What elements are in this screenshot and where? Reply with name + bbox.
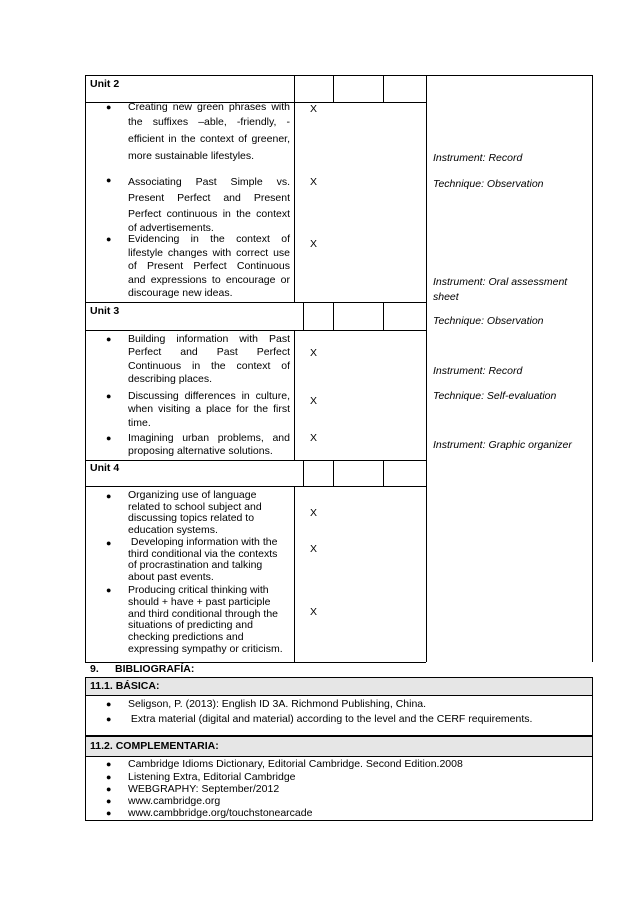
item-line: checking predictions and xyxy=(128,631,244,644)
item-line: expressing sympathy or criticism. xyxy=(128,642,283,655)
bullet-icon: ● xyxy=(106,102,112,112)
bullet-icon: ● xyxy=(106,334,112,344)
heading-number: 9. xyxy=(90,663,99,675)
bullet-icon: ● xyxy=(106,699,112,709)
item-line: education systems. xyxy=(128,523,218,536)
bullet-icon: ● xyxy=(106,433,112,443)
item-line: should + have + past participle xyxy=(128,595,271,608)
item-line: Discussing differences in culture, xyxy=(128,390,290,402)
bullet-icon: ● xyxy=(106,538,112,548)
unit-2-title: Unit 2 xyxy=(90,78,120,90)
item-line: Evidencing in the context of xyxy=(128,233,290,245)
item-line: Continuous in the context of xyxy=(128,359,290,372)
bullet-icon: ● xyxy=(106,772,112,782)
bullet-icon: ● xyxy=(106,391,112,401)
item-line: and expressions to encourage or xyxy=(128,273,290,286)
assessment-instrument: Instrument: Record xyxy=(433,365,523,377)
item-line: time. xyxy=(128,416,151,429)
item-line: Creating new green phrases with xyxy=(128,101,290,113)
bullet-icon: ● xyxy=(106,175,112,185)
mark-x: X xyxy=(310,238,318,250)
bullet-icon: ● xyxy=(106,714,112,724)
mark-x: X xyxy=(310,507,318,519)
item-line: Organizing use of language xyxy=(128,489,257,501)
complementary-item: Cambridge Idioms Dictionary, Editorial Cambridge. Second Edition.2008 xyxy=(128,758,463,770)
item-line: discussing topics related to xyxy=(128,512,255,525)
item-line: Developing information with the xyxy=(128,536,278,548)
item-line: and third conditional through the xyxy=(128,607,279,620)
bullet-icon: ● xyxy=(106,234,112,244)
assessment-instrument: Instrument: Record xyxy=(433,152,523,164)
basic-item: Seligson, P. (2013): English ID 3A. Richmond Publishing, China. xyxy=(128,698,427,710)
basic-item: Extra material (digital and material) according to the level and the CERF requirements. xyxy=(128,713,533,725)
item-line: situations of predicting and xyxy=(128,619,253,632)
mark-x: X xyxy=(310,432,318,444)
item-line: Building information with Past xyxy=(128,333,290,345)
unit-3-title: Unit 3 xyxy=(90,305,120,317)
bullet-icon: ● xyxy=(106,585,112,595)
assessment-technique: Technique: Observation xyxy=(433,178,544,190)
item-line: of procrastination and talking xyxy=(128,559,263,572)
item-line: Perfect continuous in the context xyxy=(128,208,290,220)
basic-title-bg xyxy=(86,678,592,695)
assessment-instrument-cont: sheet xyxy=(433,291,459,303)
mark-x: X xyxy=(310,103,318,115)
item-line: discourage new ideas. xyxy=(128,287,233,300)
item-line: Associating Past Simple vs. xyxy=(128,176,290,188)
item-line: more sustainable lifestyles. xyxy=(128,150,255,163)
item-line: Imagining urban problems, and xyxy=(128,432,290,444)
mark-x: X xyxy=(310,606,318,618)
assessment-instrument: Instrument: Oral assessment xyxy=(433,276,568,288)
bullet-icon: ● xyxy=(106,491,112,501)
unit-4-title: Unit 4 xyxy=(90,462,120,474)
item-line: describing places. xyxy=(128,373,213,386)
assessment-technique: Technique: Self-evaluation xyxy=(433,390,557,402)
item-line: lifestyle changes with correct use xyxy=(128,246,290,259)
item-line: related to school subject and xyxy=(128,500,262,513)
mark-x: X xyxy=(310,543,318,555)
basic-title: 11.1. BÁSICA: xyxy=(90,680,160,692)
bullet-icon: ● xyxy=(106,784,112,794)
mark-x: X xyxy=(310,176,318,188)
complementary-title: 11.2. COMPLEMENTARIA: xyxy=(90,740,219,752)
item-line: Producing critical thinking with xyxy=(128,584,269,596)
item-line: Perfect and Past Perfect xyxy=(128,346,290,359)
item-line: efficient in the context of greener, xyxy=(128,133,290,146)
item-line: about past events. xyxy=(128,570,214,583)
item-line: Present Perfect and Present xyxy=(128,192,290,204)
assessment-instrument: Instrument: Graphic organizer xyxy=(433,439,572,451)
item-line: when visiting a place for the first xyxy=(128,403,290,416)
item-line: of advertisements. xyxy=(128,222,214,234)
complementary-link[interactable]: www.cambbridge.org/touchstonearcade xyxy=(128,807,313,819)
complementary-item: WEBGRAPHY: September/2012 xyxy=(128,783,280,795)
heading-text: BIBLIOGRAFÍA: xyxy=(115,663,195,675)
item-line: the suffixes –able, -friendly, - xyxy=(128,116,290,129)
mark-x: X xyxy=(310,347,318,359)
bullet-icon: ● xyxy=(106,808,112,818)
item-line: proposing alternative solutions. xyxy=(128,445,273,458)
mark-x: X xyxy=(310,395,318,407)
complementary-link[interactable]: www.cambridge.org xyxy=(128,795,221,807)
bullet-icon: ● xyxy=(106,796,112,806)
item-line: of Present Perfect Continuous xyxy=(128,260,290,273)
complementary-item: Listening Extra, Editorial Cambridge xyxy=(128,771,296,783)
assessment-technique: Technique: Observation xyxy=(433,315,544,327)
item-line: third conditional via the contexts xyxy=(128,547,278,560)
bullet-icon: ● xyxy=(106,759,112,769)
